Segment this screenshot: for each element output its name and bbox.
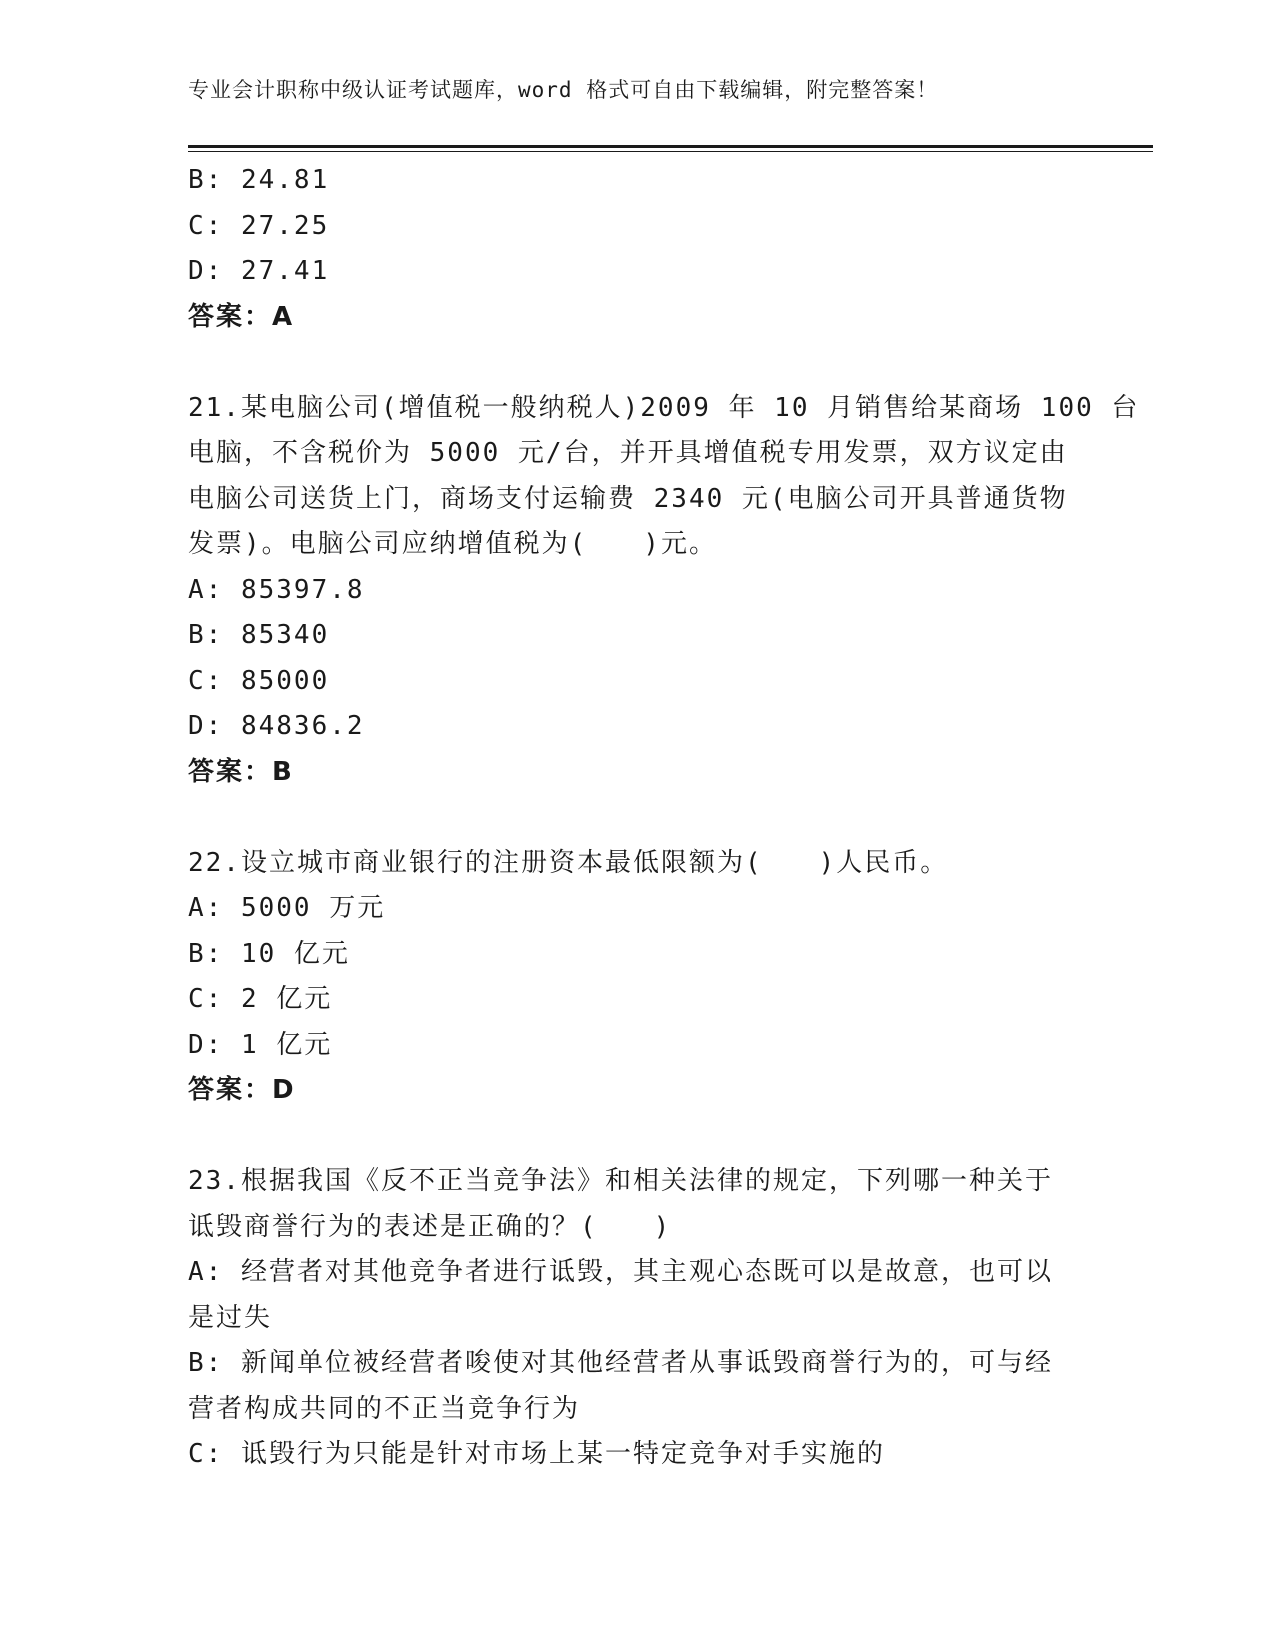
option-b: B: 10 亿元 [188,938,350,969]
spacer [188,340,1088,386]
question-stem-line: 发票)。电脑公司应纳增值税为( )元。 [188,529,717,559]
question-stem-line: 21.某电脑公司(增值税一般纳税人)2009 年 10 月销售给某商场 100 台 [188,392,1140,423]
option-b: B: 85340 [188,620,330,650]
option-d: D: 84836.2 [188,711,365,741]
option-d: D: 27.41 [188,256,330,286]
option-c: C: 2 亿元 [188,984,333,1014]
option-a: A: 85397.8 [188,574,365,605]
answer: 答案：D [188,1075,296,1105]
question-22 [188,841,1088,1114]
option-b-line: B: 新闻单位被经营者唆使对其他经营者从事诋毁商誉行为的，可与经 [188,1348,1053,1378]
option-c: C: 27.25 [188,210,330,241]
option-a: A: 5000 万元 [188,893,386,923]
question-21 [188,386,1140,796]
question-content [188,158,1140,1478]
header-rule-thick [188,145,1153,148]
question-stem-line: 23.根据我国《反不正当竞争法》和相关法律的规定，下列哪一种关于 [188,1166,1053,1196]
option-b: B: 24.81 [188,165,330,195]
page-header: 专业会计职称中级认证考试题库，word 格式可自由下载编辑，附完整答案！ [188,78,939,102]
question-stem-line: 电脑，不含税价为 5000 元/台，并开具增值税专用发票，双方议定由 [188,438,1068,468]
prev-question [188,158,1088,340]
spacer [188,1114,1088,1160]
answer: 答案：B [188,756,294,787]
option-b-line: 营者构成共同的不正当竞争行为 [188,1393,581,1424]
question-23 [188,1159,1088,1478]
question-stem-line: 电脑公司送货上门，商场支付运输费 2340 元(电脑公司开具普通货物 [188,483,1068,514]
option-d: D: 1 亿元 [188,1029,333,1060]
answer: 答案：A [188,301,295,332]
header-rule-thin [188,151,1153,152]
option-c: C: 85000 [188,665,330,696]
question-stem-line: 诋毁商誉行为的表述是正确的？( ) [188,1211,672,1242]
option-c-line: C: 诋毁行为只能是针对市场上某一特定竞争对手实施的 [188,1439,885,1469]
option-a-line: A: 经营者对其他竞争者进行诋毁，其主观心态既可以是故意，也可以 [188,1257,1053,1287]
option-a-line: 是过失 [188,1302,273,1333]
spacer [188,795,1088,841]
question-stem-line: 22.设立城市商业银行的注册资本最低限额为( )人民币。 [188,847,949,878]
